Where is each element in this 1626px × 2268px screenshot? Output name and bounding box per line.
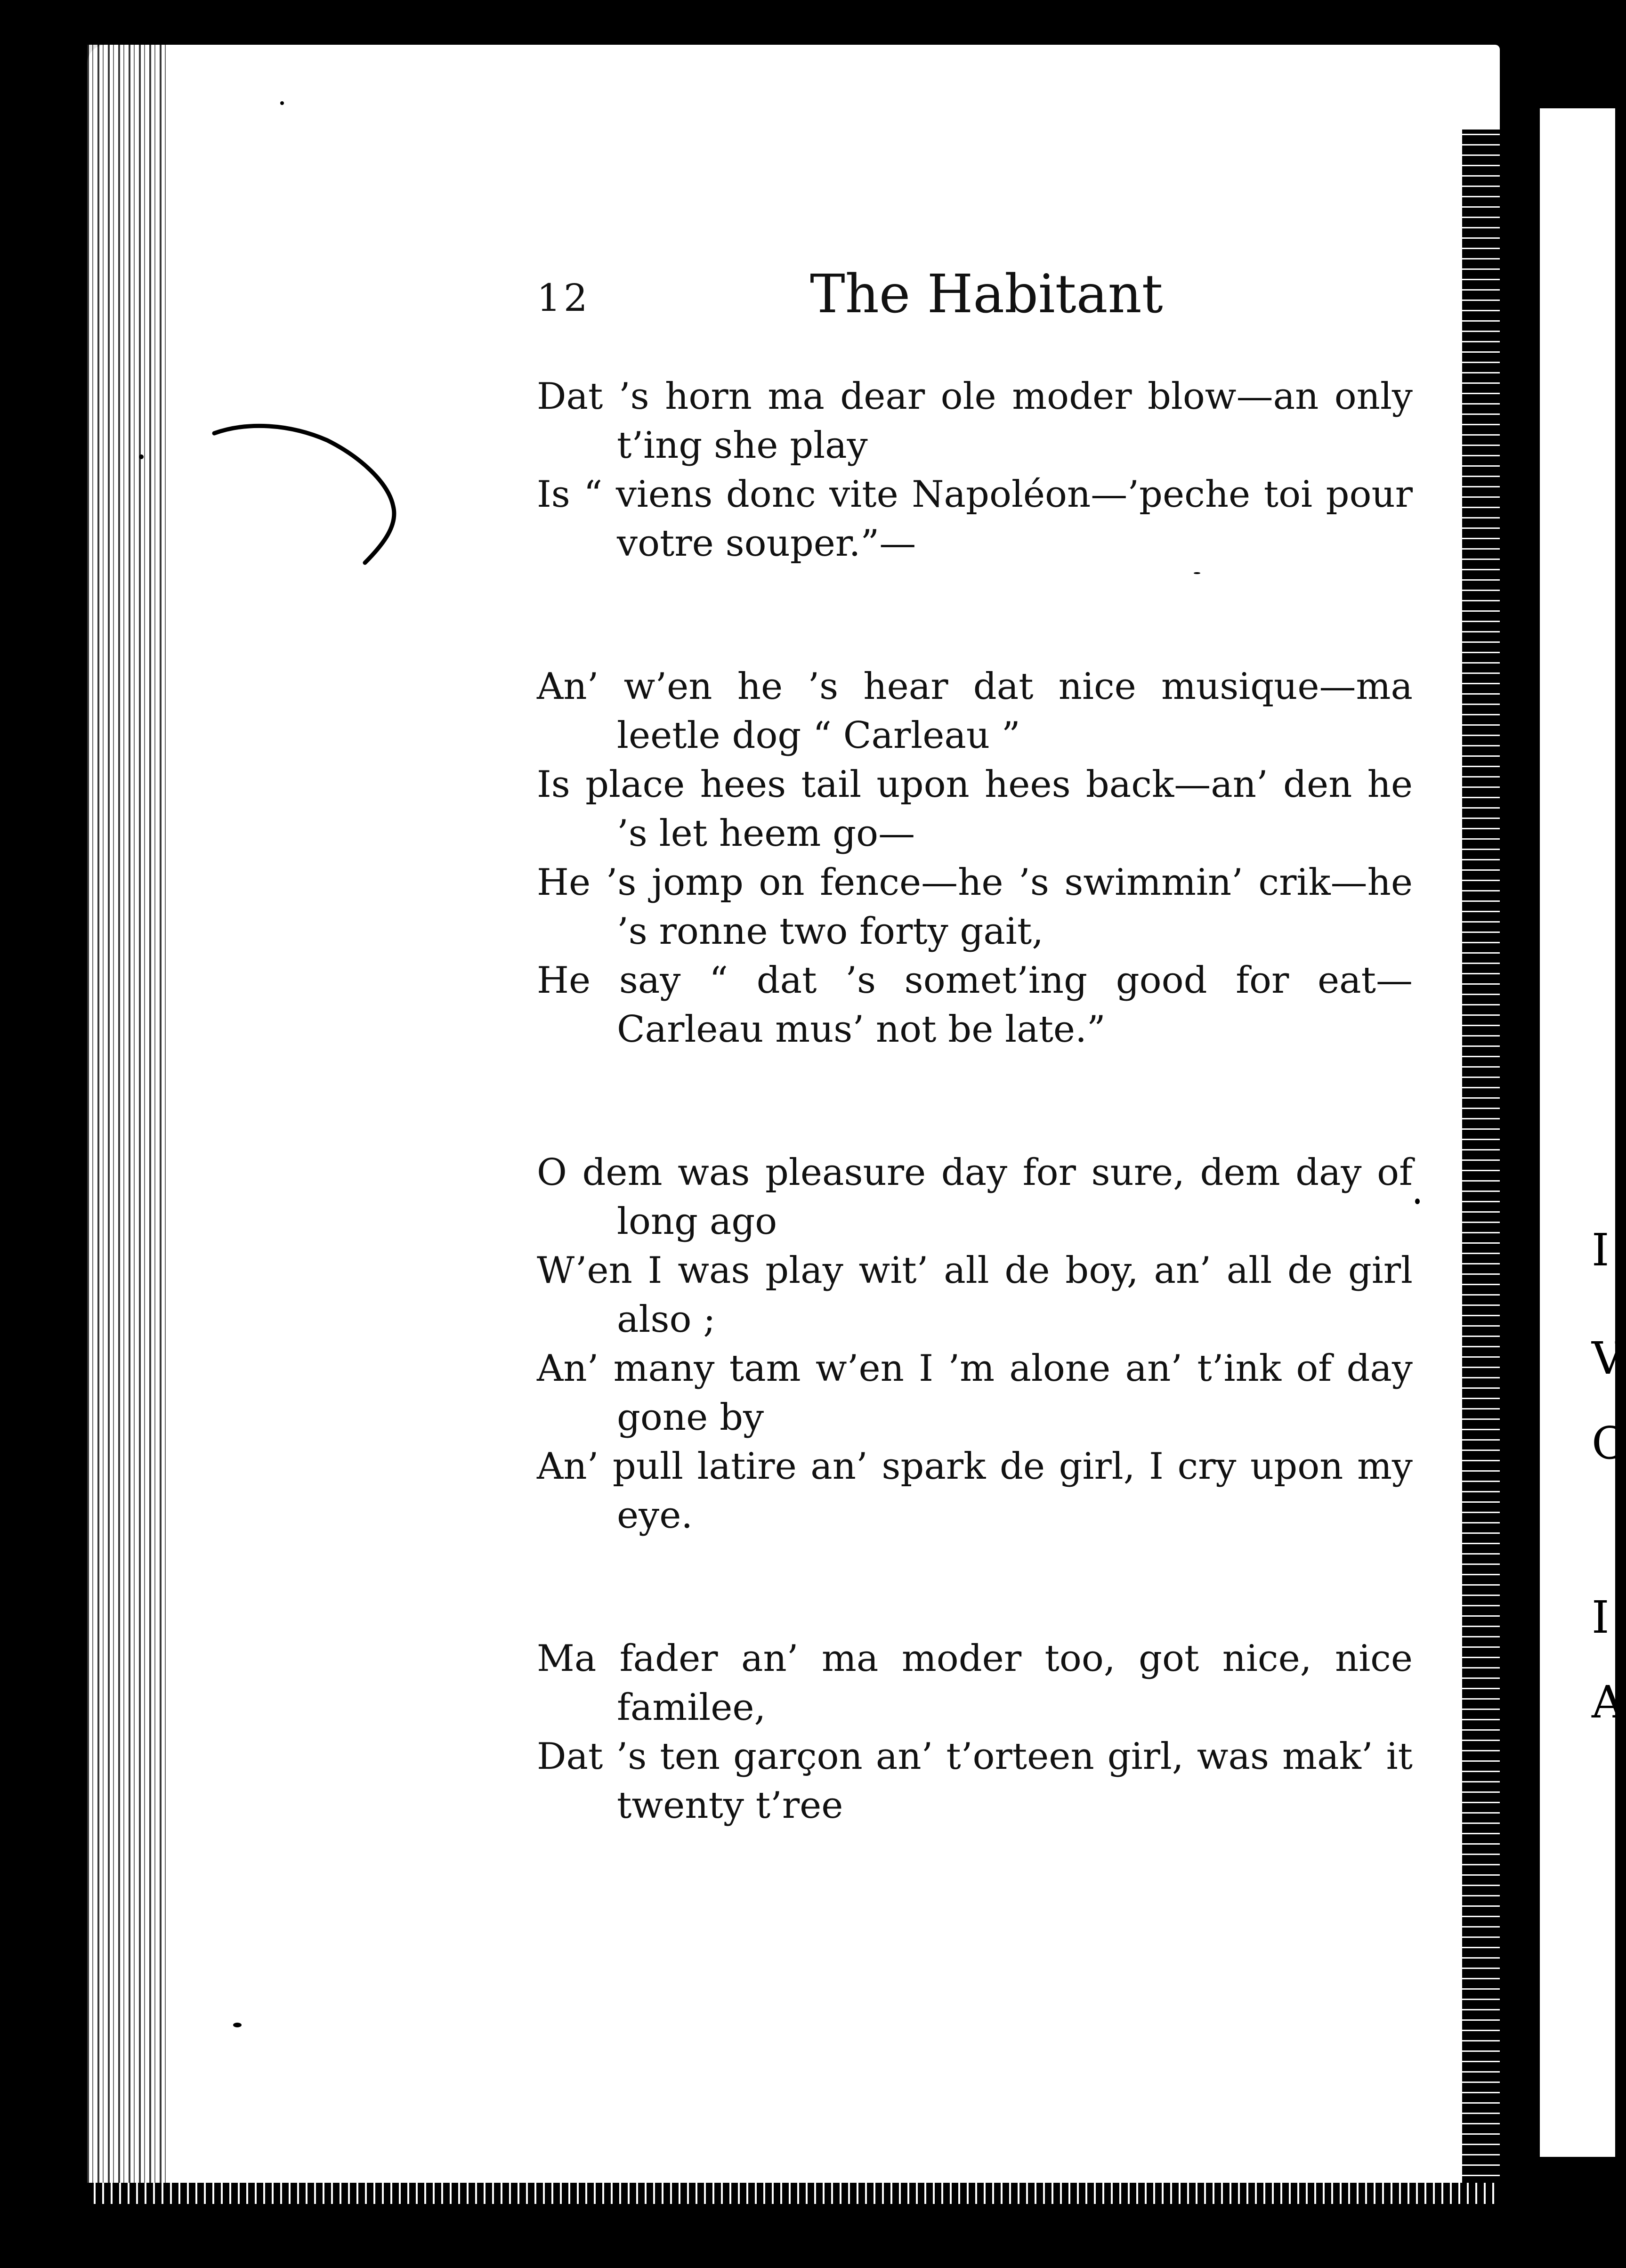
stanza [537, 372, 1413, 568]
verse-line: Ma fader an’ ma moder too, got nice, nice familee, [537, 1637, 1413, 1729]
page-number: 12 [537, 276, 591, 320]
verse-line: He ’s jomp on fence—he ’s swimmin’ crik—he ’s ronne two forty gait, [537, 861, 1413, 953]
poem-body [537, 372, 1413, 1830]
verse-line: O dem was pleasure day for sure, dem day of long ago [537, 1151, 1413, 1243]
verse-line: Is place hees tail upon hees back—an’ den he ’s let heem go— [537, 763, 1413, 855]
speck [233, 2023, 242, 2027]
stanza [537, 1634, 1413, 1830]
page-bottom-edge [87, 2183, 1500, 2204]
verse-line: W’en I was play wit’ all de boy, an’ all de girl also ; [537, 1249, 1413, 1341]
stanza [537, 662, 1413, 1054]
facing-page-glyph: I [1592, 1592, 1610, 1644]
page-gutter-edge [87, 45, 170, 2204]
verse-line: He say “ dat ’s somet’ing good for eat—Carleau mus’ not be late.” [537, 959, 1413, 1051]
stanza [537, 1148, 1413, 1540]
verse-line: Dat ’s horn ma dear ole moder blow—an only t’ing she play [537, 375, 1413, 467]
facing-page-glyph: C [1592, 1418, 1626, 1469]
verse-line: Is “ viens donc vite Napoléon—’peche toi pour votre souper.”— [537, 473, 1413, 565]
page-fore-edge [1462, 130, 1500, 2202]
verse-line: An’ w’en he ’s hear dat nice musique—ma leetle dog “ Carleau ” [537, 665, 1413, 757]
speck [280, 101, 284, 105]
verse-line: An’ pull latire an’ spark de girl, I cry upon my eye. [537, 1445, 1413, 1537]
facing-page-glyph: I [1592, 1224, 1610, 1276]
speck [1415, 1199, 1420, 1204]
facing-page-glyph: A [1592, 1677, 1624, 1728]
speck [139, 454, 144, 459]
verse-line: An’ many tam w’en I ’m alone an’ t’ink of day gone by [537, 1347, 1413, 1439]
margin-pen-mark [205, 412, 421, 591]
verse-line: Dat ’s ten garçon an’ t’orteen girl, was mak’ it twenty t’ree [537, 1735, 1413, 1827]
facing-page-sliver [1540, 108, 1626, 2157]
running-title: The Habitant [810, 264, 1163, 325]
page-header [537, 264, 1413, 330]
facing-page-glyph: V [1592, 1333, 1624, 1385]
